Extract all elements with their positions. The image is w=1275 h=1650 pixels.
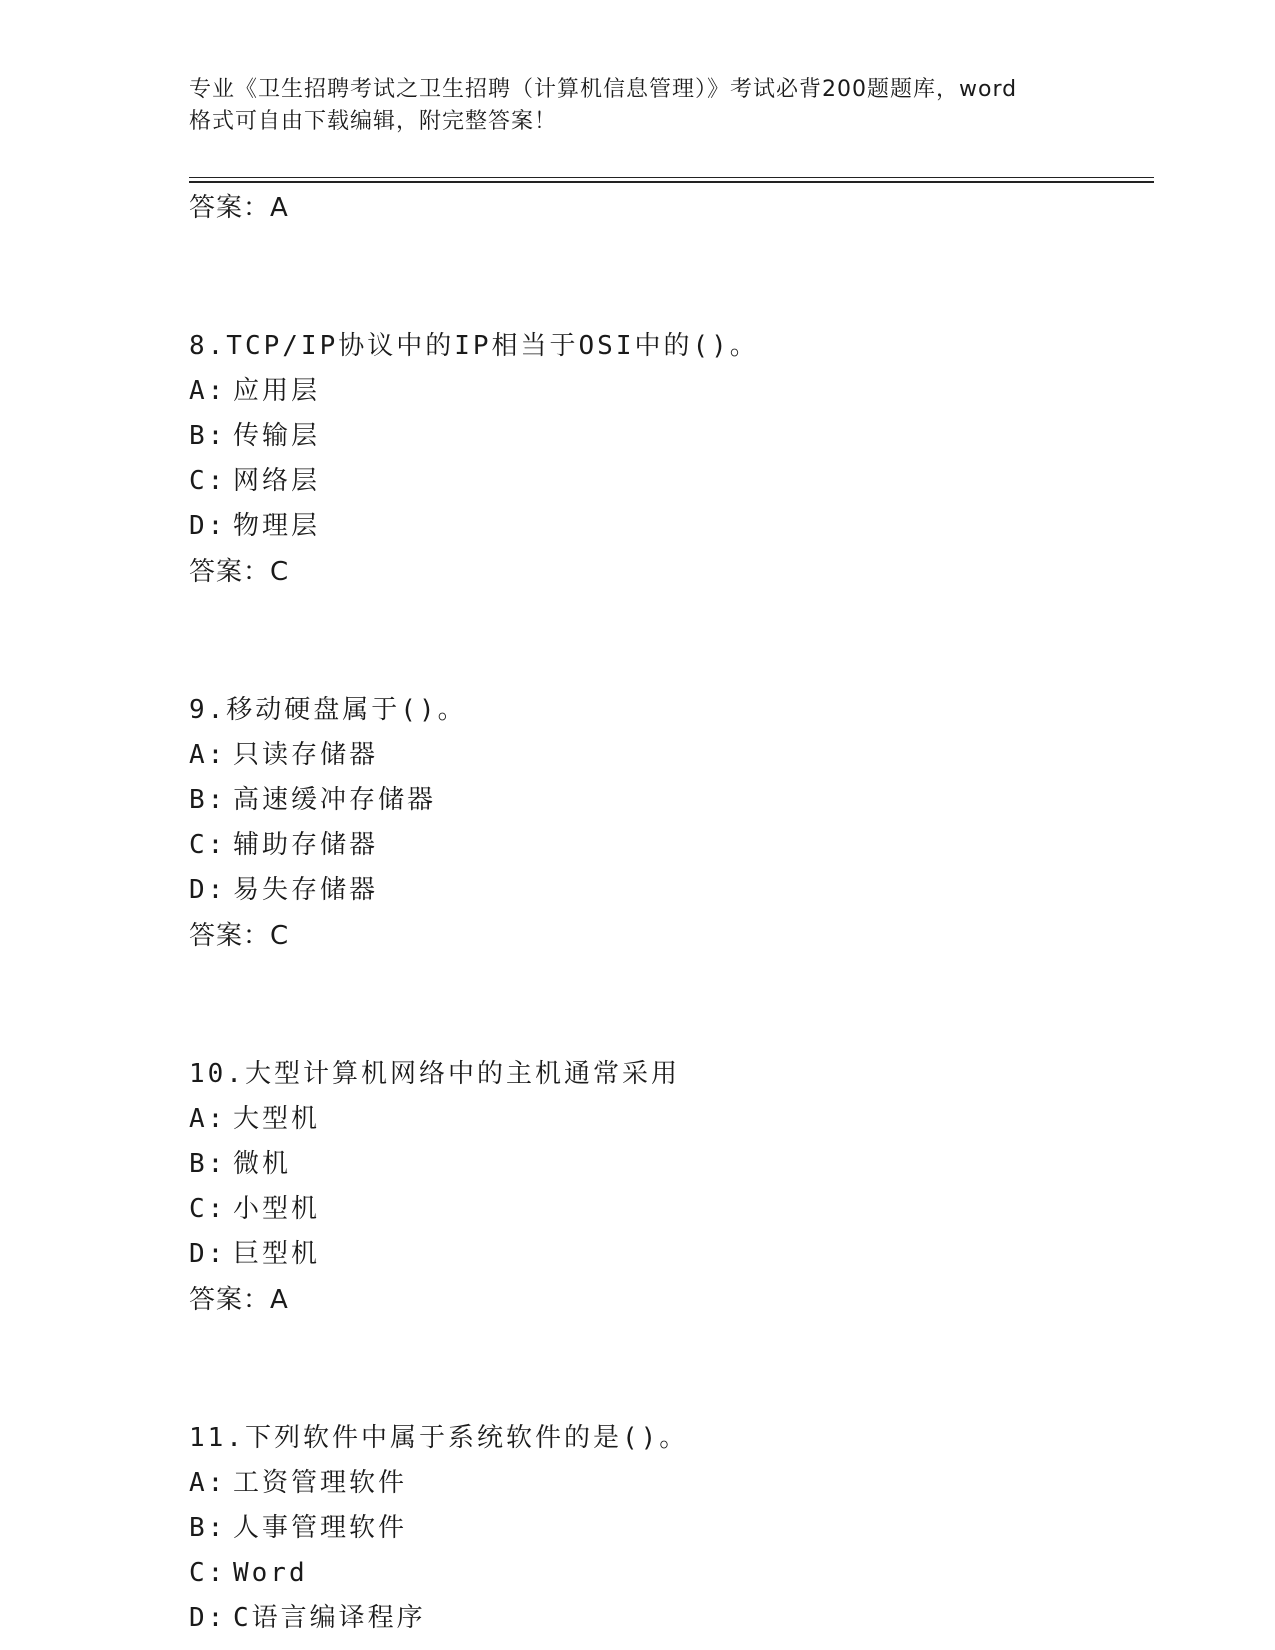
option-d [189,868,1149,913]
option-letter: B: [189,421,227,451]
question-text: 9.移动硬盘属于()。 [189,695,467,725]
option-b [189,414,1149,459]
question-block [189,1415,1149,1641]
option-text: 巨型机 [233,1239,321,1269]
option-text: C语言编译程序 [233,1603,426,1633]
spacer [189,1323,1149,1415]
option-text: Word [233,1558,308,1588]
answer-line: 答案：C [189,921,290,951]
option-a [189,369,1149,414]
answer-line: 答案：A [189,1285,289,1315]
option-letter: C: [189,1558,227,1588]
document-header [189,74,1089,138]
option-a [189,733,1149,778]
header-line-1: 专业《卫生招聘考试之卫生招聘（计算机信息管理）》考试必背200题题库，word [189,77,1018,102]
option-text: 人事管理软件 [233,1513,408,1543]
option-c [189,459,1149,504]
option-text: 易失存储器 [233,875,379,905]
option-d [189,504,1149,549]
header-divider-thick [189,181,1154,183]
question-text: 8.TCP/IP协议中的IP相当于OSI中的()。 [189,331,759,361]
option-b [189,778,1149,823]
option-letter: A: [189,740,227,770]
document-body [189,185,1149,1641]
option-letter: A: [189,1468,227,1498]
spacer [189,959,1149,1051]
option-c [189,1551,1149,1596]
option-text: 应用层 [233,376,321,406]
option-text: 只读存储器 [233,740,379,770]
question-block [189,323,1149,595]
option-text: 大型机 [233,1104,321,1134]
option-d [189,1596,1149,1641]
option-letter: A: [189,376,227,406]
header-line-2: 格式可自由下载编辑，附完整答案！ [189,109,558,134]
question-text: 10.大型计算机网络中的主机通常采用 [189,1059,680,1089]
option-a [189,1097,1149,1142]
option-letter: D: [189,1239,227,1269]
option-letter: C: [189,1194,227,1224]
answer-line: 答案：C [189,557,290,587]
option-text: 微机 [233,1149,292,1179]
spacer [189,231,1149,323]
option-text: 工资管理软件 [233,1468,408,1498]
option-c [189,1187,1149,1232]
option-letter: B: [189,785,227,815]
option-letter: D: [189,875,227,905]
option-text: 传输层 [233,421,321,451]
question-block [189,687,1149,959]
option-b [189,1506,1149,1551]
option-letter: C: [189,830,227,860]
option-b [189,1142,1149,1187]
option-letter: B: [189,1513,227,1543]
option-a [189,1461,1149,1506]
option-text: 小型机 [233,1194,321,1224]
option-d [189,1232,1149,1277]
header-divider-thin [189,177,1154,178]
option-letter: B: [189,1149,227,1179]
answer-line: 答案：A [189,193,289,223]
option-letter: D: [189,1603,227,1633]
option-letter: D: [189,511,227,541]
option-letter: A: [189,1104,227,1134]
option-text: 高速缓冲存储器 [233,785,437,815]
spacer [189,595,1149,687]
option-c [189,823,1149,868]
option-text: 物理层 [233,511,321,541]
option-text: 网络层 [233,466,321,496]
question-text: 11.下列软件中属于系统软件的是()。 [189,1423,689,1453]
option-text: 辅助存储器 [233,830,379,860]
question-block [189,1051,1149,1323]
option-letter: C: [189,466,227,496]
